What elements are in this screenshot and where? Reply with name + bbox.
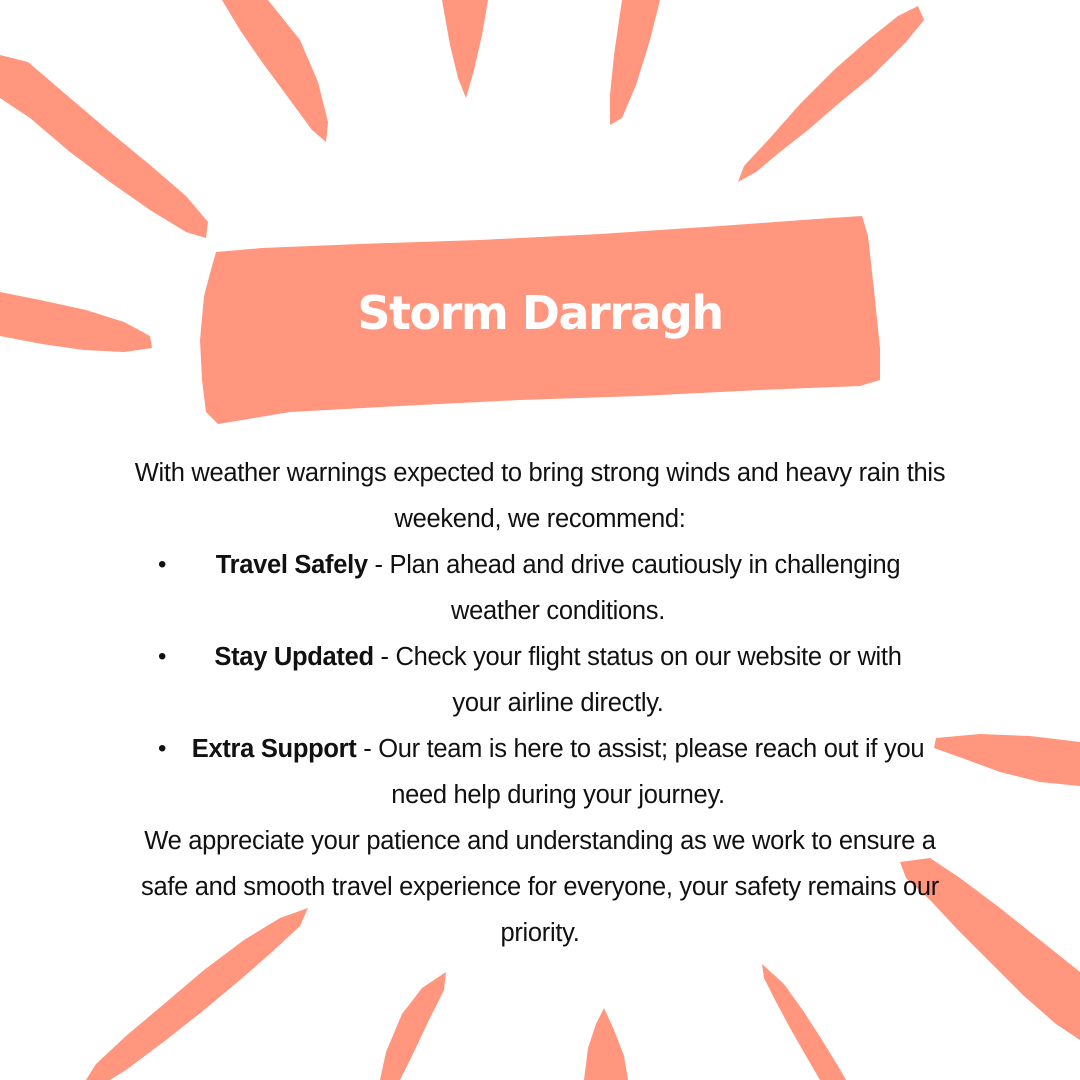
brush-stroke xyxy=(222,0,328,142)
list-item-text: - Our team is here to assist; please reach out if you need help during your journey. xyxy=(356,735,925,809)
closing-text: We appreciate your patience and understanding as we work to ensure a safe and smooth travel experience for everyone, your safety remains our priority. xyxy=(141,827,939,947)
list-item-text: - Plan ahead and drive cautiously in challenging weather conditions. xyxy=(367,551,901,625)
brush-stroke xyxy=(0,292,152,352)
list-item-heading: Extra Support xyxy=(191,735,357,763)
brush-stroke xyxy=(380,972,446,1080)
brush-stroke xyxy=(0,55,208,238)
list-item-text: - Check your flight status on our website or with your airline directly. xyxy=(373,643,902,717)
brush-stroke xyxy=(610,0,660,125)
list-item xyxy=(120,542,960,634)
brush-stroke xyxy=(738,6,924,182)
brush-stroke xyxy=(762,964,846,1080)
page-title: Storm Darragh xyxy=(357,286,723,340)
list-item-heading: Travel Safely xyxy=(215,551,368,579)
list-item xyxy=(120,726,960,818)
intro-text: With weather warnings expected to bring strong winds and heavy rain this weekend, we recommend: xyxy=(134,459,946,533)
bullet-icon: • xyxy=(158,551,167,578)
bullet-icon: • xyxy=(158,735,167,762)
brush-stroke xyxy=(584,1008,628,1080)
brush-stroke xyxy=(442,0,488,98)
announcement-body xyxy=(120,450,960,956)
bullet-icon: • xyxy=(158,643,167,670)
list-item-heading: Stay Updated xyxy=(214,643,374,671)
list-item xyxy=(120,634,960,726)
recommendation-list xyxy=(120,542,960,818)
